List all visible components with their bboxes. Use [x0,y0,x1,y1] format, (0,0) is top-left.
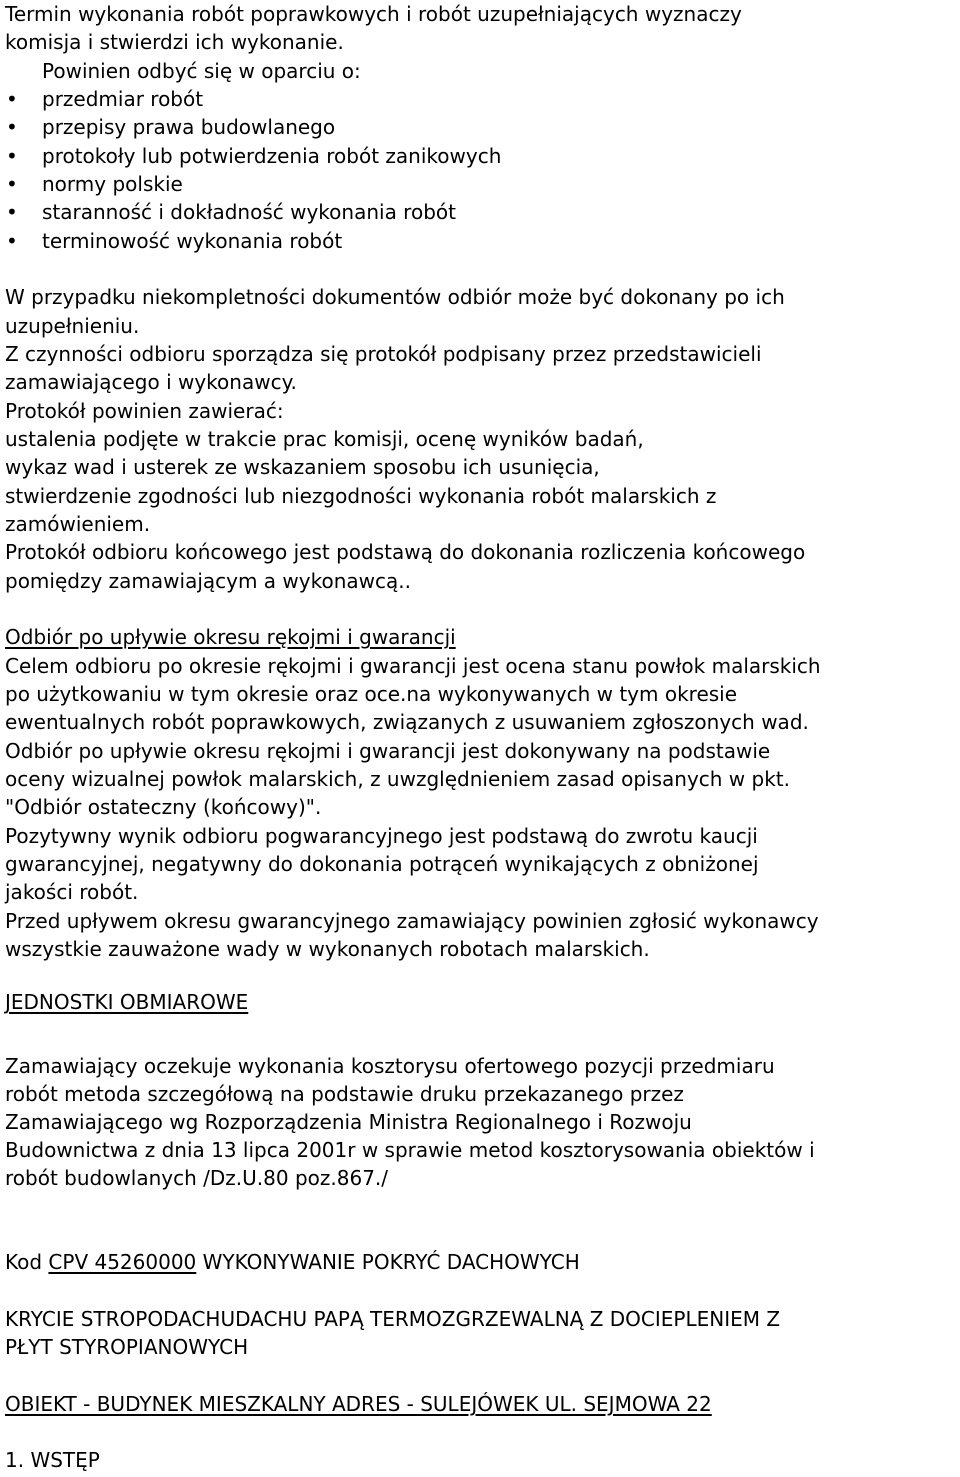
paragraph-line: Przed upływem okresu gwarancyjnego zamawiający powinien zgłosić wykonawcy [5,909,819,933]
paragraph-line: zamówieniem. [5,512,151,536]
bullet-marker: • [6,200,18,224]
paragraph-line: ustalenia podjęte w trakcie prac komisji, ocenę wyników badań, [5,427,644,451]
paragraph-line: jakości robót. [5,880,139,904]
paragraph-line: robót budowlanych /Dz.U.80 poz.867./ [5,1166,389,1190]
paragraph-line: wszystkie zauważone wady w wykonanych robotach malarskich. [5,937,650,961]
obiekt-heading: OBIEKT - BUDYNEK MIESZKALNY ADRES - SULEJÓWEK UL. SEJMOWA 22 [5,1392,712,1416]
paragraph-line: "Odbiór ostateczny (końcowy)". [5,795,322,819]
list-item: protokoły lub potwierdzenia robót zanikowych [42,144,502,168]
cpv-line [5,1248,580,1276]
paragraph-line: Pozytywny wynik odbioru pogwarancyjnego jest podstawą do zwrotu kaucji [5,824,758,848]
paragraph-line: stwierdzenie zgodności lub niezgodności wykonania robót malarskich z [5,484,717,508]
paragraph-line: wykaz wad i usterek ze wskazaniem sposobu ich usunięcia, [5,455,600,479]
bullet-marker: • [6,229,18,253]
paragraph-line: uzupełnieniu. [5,314,140,338]
bullet-marker: • [6,144,18,168]
paragraph-line: Budownictwa z dnia 13 lipca 2001r w sprawie metod kosztorysowania obiektów i [5,1138,815,1162]
bullet-marker: • [6,87,18,111]
paragraph-line: oceny wizualnej powłok malarskich, z uwzględnieniem zasad opisanych w pkt. [5,767,790,791]
paragraph-line: po użytkowaniu w tym okresie oraz oce.na wykonywanych w tym okresie [5,682,738,706]
paragraph-line: robót metoda szczegółową na podstawie druku przekazanego przez [5,1082,684,1106]
paragraph-line: Protokół odbioru końcowego jest podstawą do dokonania rozliczenia końcowego [5,540,806,564]
paragraph-line: Zamawiającego wg Rozporządzenia Ministra Regionalnego i Rozwoju [5,1110,692,1134]
paragraph-line: Protokół powinien zawierać: [5,399,284,423]
cpv-prefix: Kod [5,1250,49,1274]
list-item: przepisy prawa budowlanego [42,115,336,139]
list-item: normy polskie [42,172,183,196]
paragraph-line: W przypadku niekompletności dokumentów odbiór może być dokonany po ich [5,285,785,309]
cpv-title: WYKONYWANIE POKRYĆ DACHOWYCH [196,1250,580,1274]
paragraph-line: Z czynności odbioru sporządza się protokół podpisany przez przedstawicieli [5,342,762,366]
list-item: staranność i dokładność wykonania robót [42,200,456,224]
bullet-marker: • [6,172,18,196]
intro-line-1: Termin wykonania robót poprawkowych i robót uzupełniających wyznaczy [5,2,742,26]
list-item: przedmiar robót [42,87,204,111]
section-heading-gwarancja: Odbiór po upływie okresu rękojmi i gwarancji [5,625,456,649]
paragraph-line: gwarancyjnej, negatywny do dokonania potrąceń wynikających z obniżonej [5,852,759,876]
intro-line-3: Powinien odbyć się w oparciu o: [42,59,361,83]
paragraph-line: zamawiającego i wykonawcy. [5,370,297,394]
wstep-heading: 1. WSTĘP [5,1448,100,1472]
paragraph-line: Zamawiający oczekuje wykonania kosztorysu ofertowego pozycji przedmiaru [5,1054,775,1078]
paragraph-line: Celem odbioru po okresie rękojmi i gwarancji jest ocena stanu powłok malarskich [5,654,821,678]
intro-line-2: komisja i stwierdzi ich wykonanie. [5,30,344,54]
paragraph-line: Odbiór po upływie okresu rękojmi i gwarancji jest dokonywany na podstawie [5,739,771,763]
section-heading-jednostki: JEDNOSTKI OBMIAROWE [5,990,249,1014]
krycie-line-1: KRYCIE STROPODACHUDACHU PAPĄ TERMOZGRZEWALNĄ Z DOCIEPLENIEM Z [5,1307,781,1331]
paragraph-line: pomiędzy zamawiającym a wykonawcą.. [5,569,411,593]
cpv-code: CPV 45260000 [48,1250,197,1274]
list-item: terminowość wykonania robót [42,229,343,253]
paragraph-line: ewentualnych robót poprawkowych, związanych z usuwaniem zgłoszonych wad. [5,710,809,734]
krycie-line-2: PŁYT STYROPIANOWYCH [5,1335,249,1359]
bullet-marker: • [6,115,18,139]
